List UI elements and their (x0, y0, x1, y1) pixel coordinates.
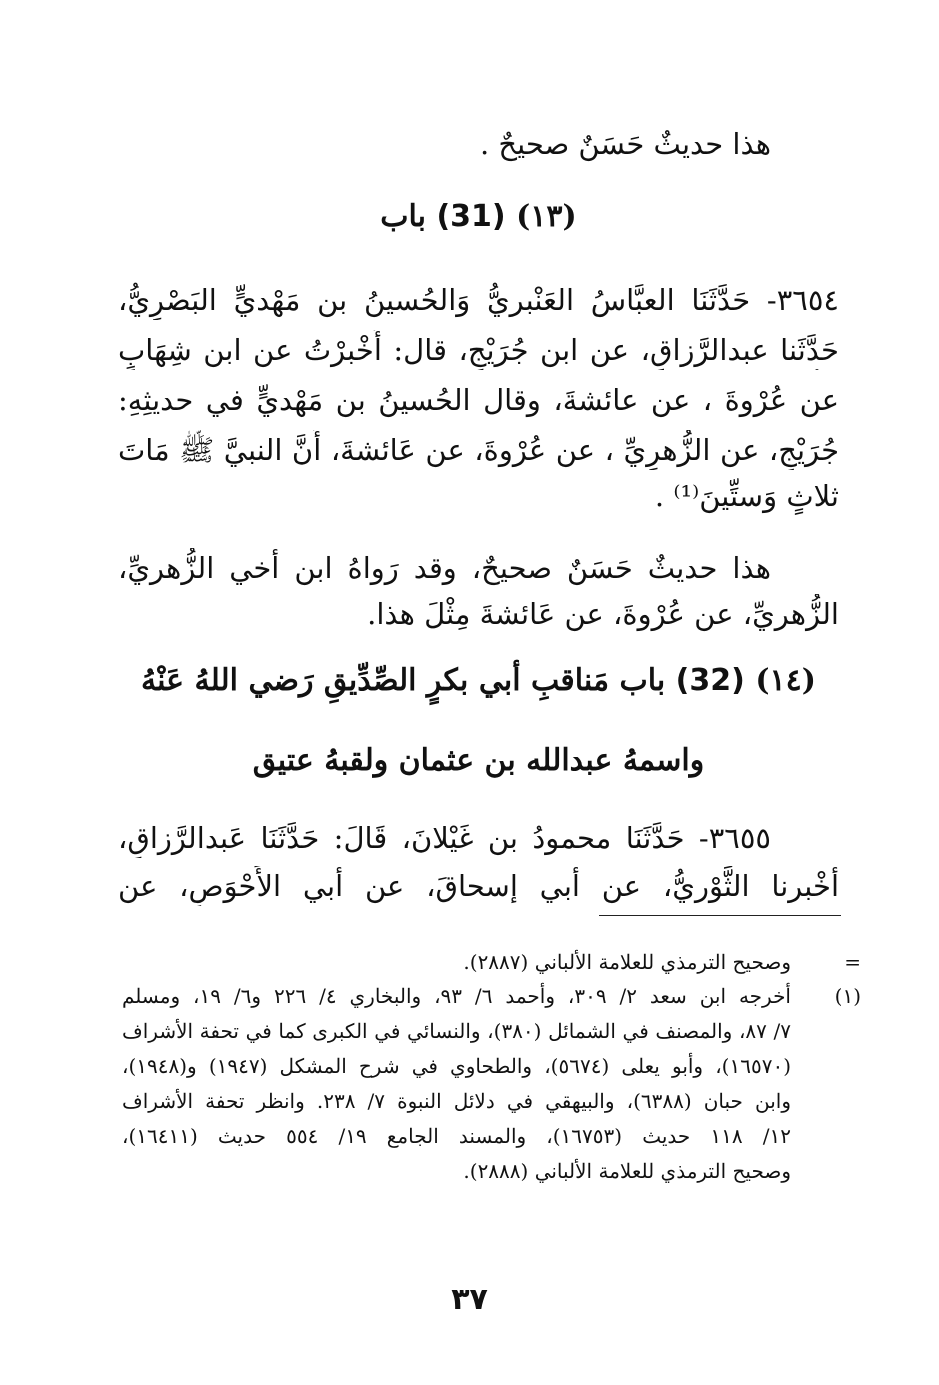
hadith-3654-line-4: جُرَيْجٍ، عن الزُّهرِيِّ ، عن عُرْوةَ، عن عَائشةَ، أَنَّ النبيَّ ﷺ مَاتَ (118, 433, 839, 467)
chapter-latin-number: (32) (675, 663, 745, 698)
chapter-subtitle: واسمهُ عبدالله بن عثمان ولقبهُ عتيق (252, 743, 705, 778)
hadith-3655-line-1: ٣٦٥٥- حَدَّثَنَا محمودُ بن غَيْلانَ، قَالَ: حَدَّثَنَا عَبدالرَّزاقِ، (118, 821, 771, 855)
hadith-3654-line-1: ٣٦٥٤- حَدَّثَنَا العبَّاسُ العَنْبريُّ وَالحُسينُ بن مَهْديٍّ البَصْرِيُّ، (118, 283, 839, 317)
footnote-divider (599, 915, 841, 916)
chapter-latin-number: (31) (436, 199, 506, 234)
chapter-heading-32 (118, 660, 839, 702)
footnote-1-marker: (١) (834, 984, 861, 1008)
footnote-1-line-4: وابن حبان (٦٣٨٨)، والبيهقي في دلائل النبوة ٧/ ٢٣٨. وانظر تحفة الأشراف (122, 1089, 791, 1113)
footnote-1-line-5: ١٢/ ١١٨ حديث (١٦٧٥٣)، والمسند الجامع ١٩/ ٥٥٤ حديث (١٦٤١١)، (122, 1124, 791, 1148)
hadith-3654-line-2: حَدَّثَنا عبدالرَّزاقِ، عن ابن جُرَيْجٍ، قال: أُخْبرْتُ عن ابن شِهَابٍ (118, 333, 839, 367)
footnote-1-line-3: (١٦٥٧٠)، وأبو يعلى (٥٦٧٤)، والطحاوي في شرح المشكل (١٩٤٧) و(١٩٤٨)، (122, 1054, 791, 1078)
footnote-continuation-marker: = (844, 950, 861, 974)
hadith-3655-line-2: أخْبرنا الثَّوْريُّ، عن أبي إسحاقَ، عن أبي الأَحْوَصِ، عن (118, 869, 839, 903)
chapter-heading-31 (118, 196, 839, 238)
chapter-arabic-number: (١٤) (755, 663, 816, 698)
hadith-grade-top: هذا حديثٌ حَسَنٌ صحيحٌ . (479, 127, 771, 161)
footnote-1-line-1: أخرجه ابن سعد ٢/ ٣٠٩، وأحمد ٦/ ٩٣، والبخاري ٤/ ٢٢٦ و٦/ ١٩، ومسلم (122, 984, 791, 1008)
hadith-3654-line-5: ثلاثٍ وَستِّينَ⁽¹⁾ . (654, 479, 839, 513)
chapter-arabic-number: (١٣) (516, 199, 577, 234)
hadith-3654-line-3: عن عُرْوةَ ، عن عائشةَ، وقال الحُسينُ بن مَهْديٍّ في حديثِهِ: (118, 383, 839, 417)
footnote-1-line-2: ٧/ ٨٧، والمصنف في الشمائل (٣٨٠)، والنسائي في الكبرى كما في تحفة الأشراف (122, 1019, 791, 1043)
page-number: ٣٧ (451, 1282, 488, 1317)
chapter-title: باب مَناقبِ أبي بكرٍ الصِّدِّيقِ رَضي اللهُ عَنْهُ (141, 663, 666, 698)
hadith-3654-grade-line-2: الزُّهريِّ، عن عُرْوةَ، عن عَائشةَ مِثْلَ هذا. (367, 597, 839, 631)
chapter-title: باب (380, 199, 426, 234)
footnote-continuation-text: وصحيح الترمذي للعلامة الألباني (٢٨٨٧). (463, 950, 791, 974)
footnote-1-line-6: وصحيح الترمذي للعلامة الألباني (٢٨٨٨). (463, 1159, 791, 1183)
hadith-3654-grade-line-1: هذا حديثٌ حَسَنٌ صحيحٌ، وقد رَواهُ ابن أخي الزُّهريِّ، (118, 551, 771, 585)
